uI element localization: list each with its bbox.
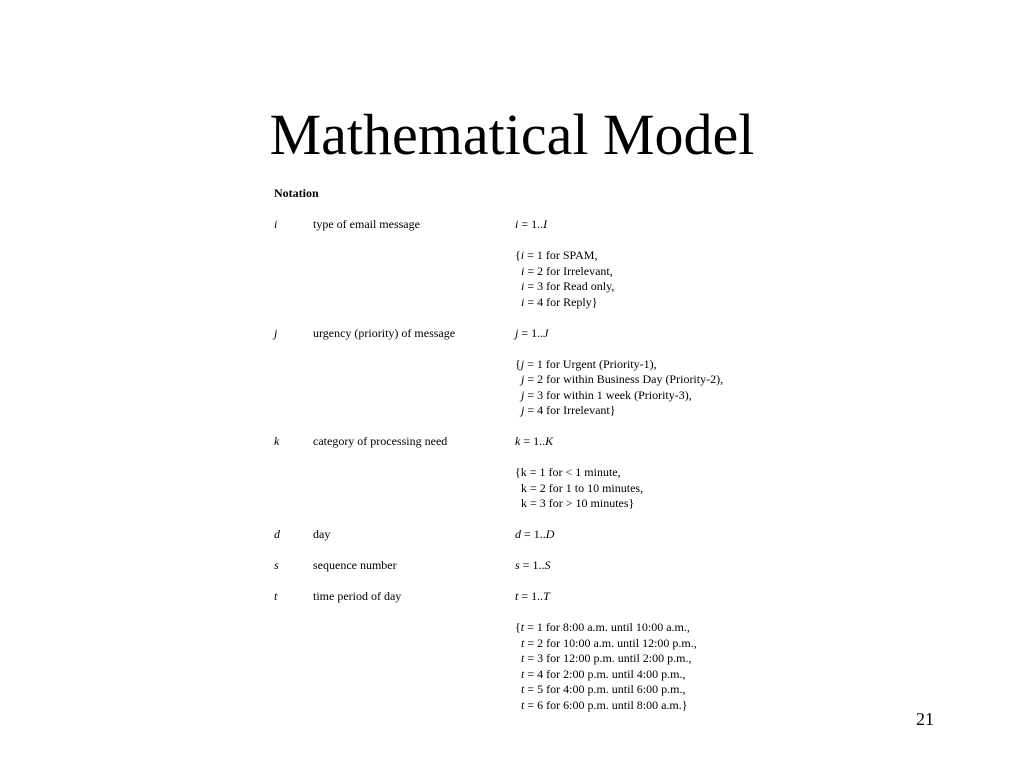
variable-symbol: s	[274, 558, 279, 572]
value-line	[515, 403, 723, 419]
brace-open: {	[515, 620, 521, 634]
value-variable: j	[521, 403, 525, 417]
value-variable: i	[521, 294, 525, 309]
notation-block	[274, 186, 723, 713]
variable-description: day	[313, 527, 331, 541]
brace-open: {	[515, 465, 521, 479]
brace-close: }	[609, 403, 616, 417]
value-text: = 1 for SPAM,	[524, 248, 598, 262]
range-upper: K	[545, 434, 554, 448]
value-text: = 4 for Irrelevant	[524, 403, 610, 417]
value-variable: j	[521, 387, 525, 402]
value-variable: i	[521, 263, 525, 278]
variable-symbol: j	[274, 325, 278, 340]
value-variable: t	[521, 651, 525, 665]
value-line	[515, 248, 723, 264]
value-text: k = 3 for > 10 minutes	[521, 496, 629, 510]
notation-heading: Notation	[274, 186, 319, 200]
page-number: 21	[916, 709, 934, 729]
range-text: = 1..	[521, 527, 546, 541]
brace-close: }	[591, 294, 598, 309]
spacer	[274, 341, 723, 357]
value-line	[515, 295, 723, 311]
value-line	[515, 496, 723, 512]
value-line	[515, 682, 723, 698]
spacer	[274, 419, 723, 435]
value-line	[515, 357, 723, 373]
variable-row-k	[274, 434, 723, 450]
brace-open: {	[515, 356, 521, 371]
range-text: = 1..	[518, 589, 544, 603]
value-line	[515, 372, 723, 388]
value-variable: t	[521, 666, 525, 681]
value-line	[515, 264, 723, 280]
range-variable: k	[515, 434, 521, 448]
range-variable: d	[515, 527, 521, 541]
range-text: = 1..	[519, 558, 545, 572]
value-variable: t	[520, 620, 525, 634]
variable-description: time period of day	[313, 589, 402, 603]
variable-range	[515, 589, 550, 605]
variable-range	[515, 326, 548, 342]
variable-row-d	[274, 527, 723, 543]
brace-close: }	[681, 697, 688, 712]
variable-row-s	[274, 558, 723, 574]
value-line	[515, 636, 723, 652]
variable-description: category of processing need	[313, 434, 448, 448]
value-list-i	[515, 248, 723, 310]
spacer	[274, 605, 723, 621]
spacer	[274, 450, 723, 466]
value-list-j	[515, 357, 723, 419]
variable-row-j	[274, 326, 723, 342]
spacer	[274, 310, 723, 326]
brace-close: }	[628, 496, 635, 510]
value-line	[515, 481, 723, 497]
value-line	[515, 667, 723, 683]
range-upper: I	[543, 217, 548, 231]
spacer	[274, 543, 723, 559]
variable-symbol: k	[274, 434, 280, 448]
value-line	[515, 465, 723, 481]
variable-list	[274, 202, 723, 714]
spacer	[274, 512, 723, 528]
value-line	[515, 388, 723, 404]
variable-symbol: d	[274, 527, 280, 541]
value-text: = 6 for 6:00 p.m. until 8:00 a.m.	[524, 697, 682, 712]
value-text: = 1 for 8:00 a.m. until 10:00 a.m.,	[524, 620, 690, 634]
variable-row-t	[274, 589, 723, 605]
range-text: = 1..	[520, 434, 546, 448]
value-variable: j	[521, 372, 525, 386]
variable-range	[515, 217, 547, 233]
range-text: = 1..	[518, 217, 544, 231]
value-variable: j	[520, 356, 525, 371]
value-variable: i	[521, 279, 525, 293]
value-line	[515, 620, 723, 636]
range-upper: D	[545, 527, 555, 541]
variable-symbol: t	[274, 589, 278, 603]
value-text: = 3 for Read only,	[524, 279, 615, 293]
value-text: = 4 for Reply	[524, 294, 592, 309]
value-text: k = 2 for 1 to 10 minutes,	[521, 480, 644, 495]
value-text: = 2 for 10:00 a.m. until 12:00 p.m.,	[524, 635, 697, 650]
value-text: = 1 for Urgent (Priority-1),	[524, 356, 657, 371]
value-list-t	[515, 620, 723, 713]
variable-row-i	[274, 217, 723, 233]
value-text: = 4 for 2:00 p.m. until 4:00 p.m.,	[524, 666, 686, 681]
spacer	[274, 233, 723, 249]
value-text: = 3 for within 1 week (Priority-3),	[524, 387, 692, 402]
spacer	[274, 202, 723, 218]
value-line	[515, 651, 723, 667]
range-variable: t	[515, 589, 519, 603]
value-line	[515, 279, 723, 295]
brace-open: {	[515, 248, 521, 262]
value-variable: i	[520, 248, 525, 262]
value-text: = 2 for Irrelevant,	[524, 263, 613, 278]
range-upper: J	[543, 325, 549, 340]
value-text: k = 1 for < 1 minute,	[520, 465, 621, 479]
range-upper: T	[543, 589, 550, 603]
value-text: = 2 for within Business Day (Priority-2),	[524, 372, 724, 386]
variable-description: urgency (priority) of message	[313, 325, 456, 340]
value-variable: t	[521, 682, 525, 696]
range-upper: S	[544, 558, 551, 572]
variable-range	[515, 434, 553, 450]
variable-range	[515, 527, 554, 543]
variable-symbol: i	[274, 217, 278, 231]
range-variable: s	[515, 558, 520, 572]
range-text: = 1..	[518, 325, 544, 340]
range-variable: j	[515, 325, 519, 340]
range-variable: i	[515, 217, 519, 231]
value-list-k	[515, 465, 723, 512]
value-variable: t	[521, 635, 525, 650]
variable-description: sequence number	[313, 558, 397, 572]
variable-description: type of email message	[313, 217, 420, 231]
value-variable: t	[521, 697, 525, 712]
value-line	[515, 698, 723, 714]
slide-title: Mathematical Model	[269, 102, 755, 167]
value-text: = 3 for 12:00 p.m. until 2:00 p.m.,	[524, 651, 692, 665]
value-text: = 5 for 4:00 p.m. until 6:00 p.m.,	[524, 682, 686, 696]
spacer	[274, 574, 723, 590]
variable-range	[515, 558, 550, 574]
